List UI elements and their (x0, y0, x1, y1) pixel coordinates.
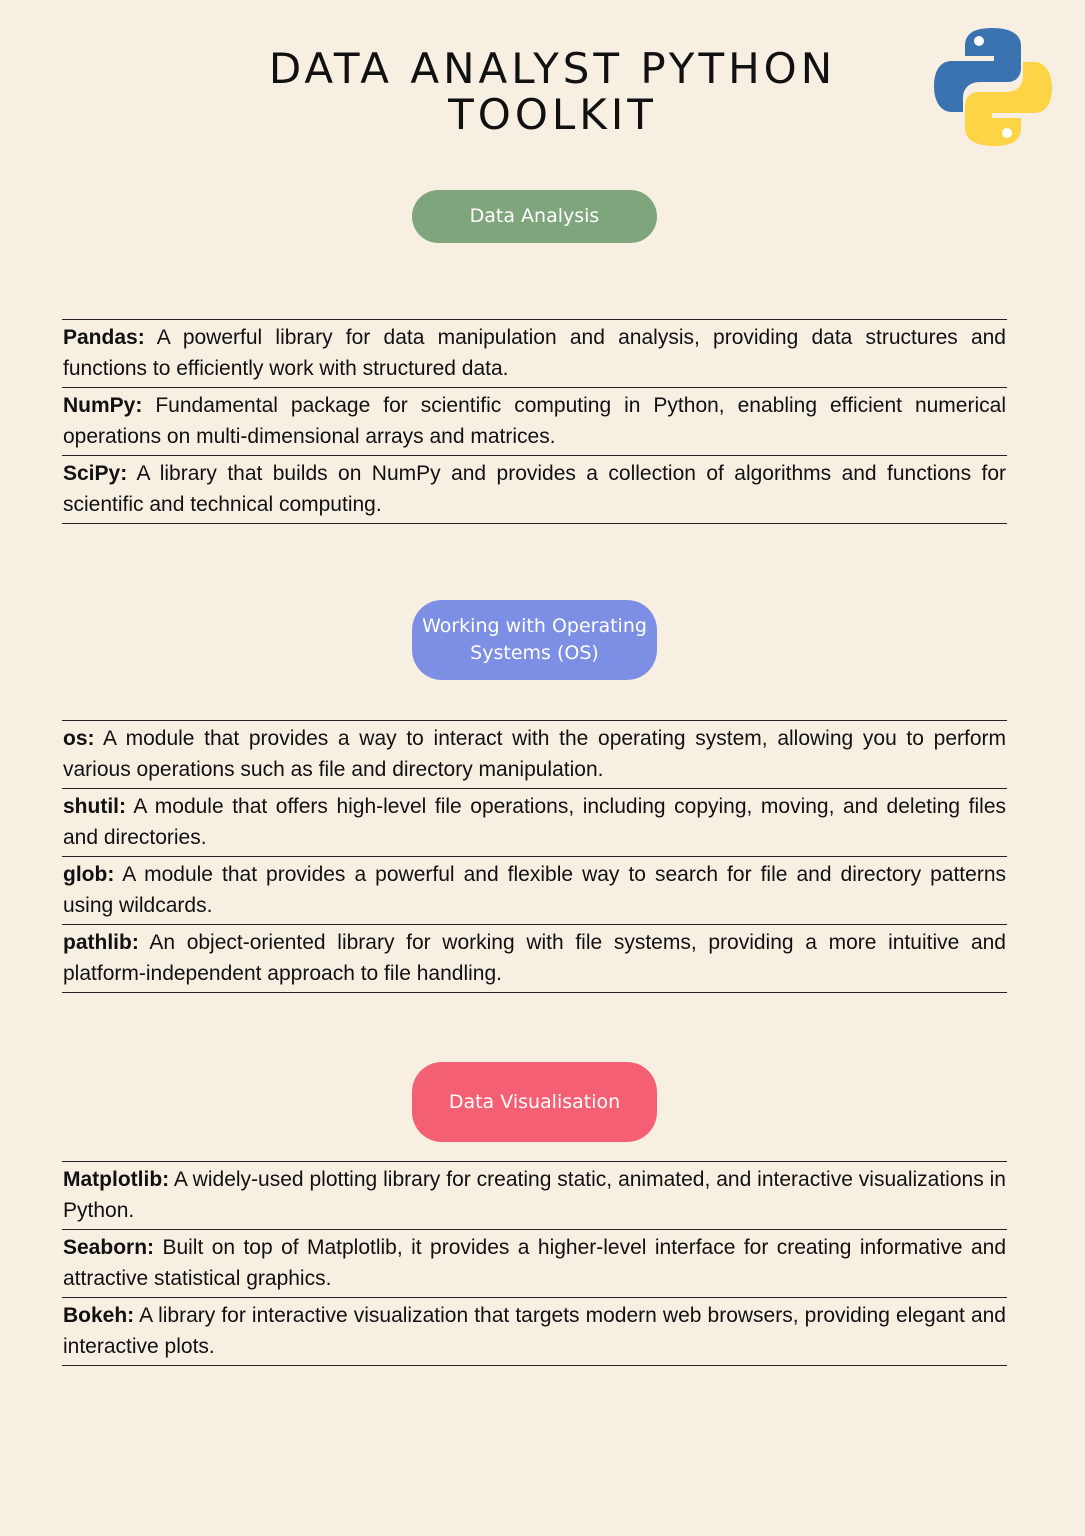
python-logo-icon (932, 26, 1054, 148)
library-name: Pandas: (63, 326, 145, 349)
section-data-visualisation (62, 1161, 1007, 1366)
library-description: A module that provides a powerful and flexible way to search for file and directory patterns using wildcards. (63, 863, 1006, 917)
library-name: Bokeh: (63, 1304, 135, 1327)
list-item (62, 1298, 1007, 1366)
library-description: A widely-used plotting library for creating static, animated, and interactive visualizations in Python. (63, 1168, 1006, 1222)
library-name: Matplotlib: (63, 1168, 170, 1191)
list-item (62, 925, 1007, 993)
section-heading-operating-systems (412, 600, 657, 680)
library-name: pathlib: (63, 931, 139, 954)
library-name: SciPy: (63, 462, 128, 485)
list-item (62, 320, 1007, 388)
library-description: Built on top of Matplotlib, it provides a higher-level interface for creating informative and attractive statistical graphics. (63, 1236, 1006, 1290)
section-heading-label: Working with Operating (422, 615, 647, 637)
page-title: DATA ANALYST PYTHON TOOLKIT (268, 44, 837, 139)
library-description: Fundamental package for scientific computing in Python, enabling efficient numerical operations on multi-dimensional arrays and matrices. (63, 394, 1006, 448)
library-name: os: (63, 727, 95, 750)
list-item (62, 456, 1007, 524)
section-data-analysis (62, 319, 1007, 524)
library-description: A module that provides a way to interact with the operating system, allowing you to perform various operations such as file and directory manipulation. (63, 727, 1006, 781)
section-heading-label: Data Visualisation (448, 1090, 621, 1113)
section-heading-data-analysis (412, 190, 657, 243)
list-item (62, 721, 1007, 789)
library-description: A powerful library for data manipulation and analysis, providing data structures and functions to efficiently work with structured data. (63, 326, 1006, 380)
list-item (62, 789, 1007, 857)
list-item (62, 1230, 1007, 1298)
library-description: A library for interactive visualization that targets modern web browsers, providing elegant and interactive plots. (63, 1304, 1006, 1358)
section-operating-systems (62, 720, 1007, 993)
library-name: Seaborn: (63, 1236, 155, 1259)
section-heading-label: Data Analysis (469, 205, 600, 227)
list-item (62, 857, 1007, 925)
section-heading-label: Systems (OS) (470, 642, 599, 664)
library-name: shutil: (63, 795, 126, 818)
library-description: A module that offers high-level file operations, including copying, moving, and deleting files and directories. (63, 795, 1006, 849)
library-name: glob: (63, 863, 115, 886)
library-description: A library that builds on NumPy and provides a collection of algorithms and functions for scientific and technical computing. (63, 462, 1006, 516)
library-name: NumPy: (63, 394, 143, 417)
list-item (62, 1162, 1007, 1230)
library-description: An object-oriented library for working with file systems, providing a more intuitive and platform-independent approach to file handling. (63, 931, 1006, 985)
section-heading-data-visualisation (412, 1062, 657, 1142)
list-item (62, 388, 1007, 456)
